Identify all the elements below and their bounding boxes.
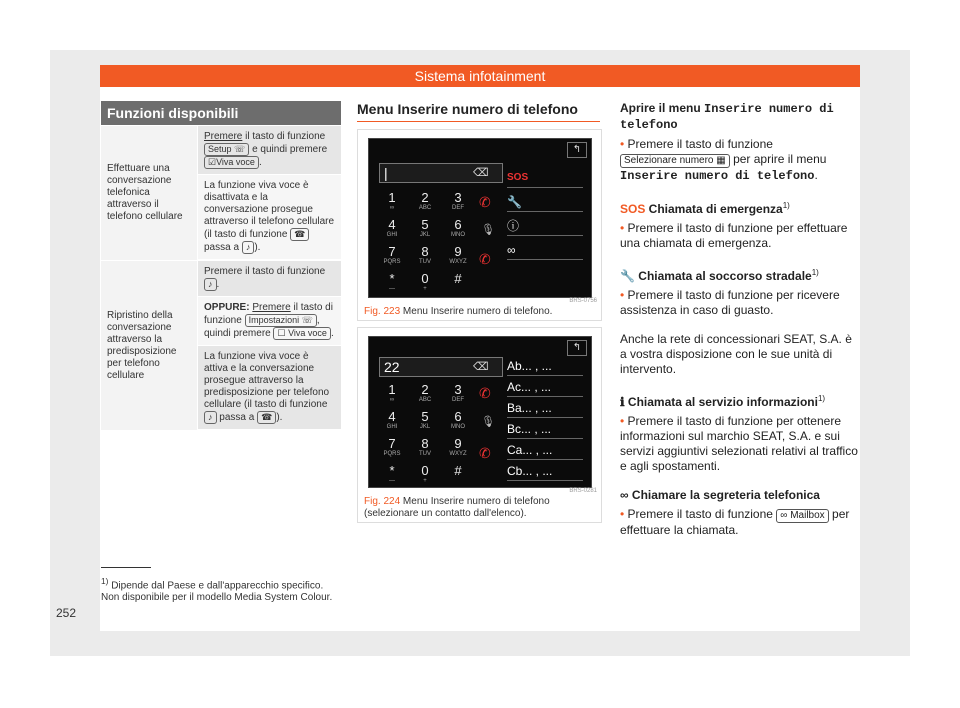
speaker-icon: ♪ bbox=[204, 411, 217, 424]
heading-roadside: 🔧 Chiamata al soccorso stradale$^{1)}$ bbox=[620, 268, 819, 283]
voicemail-icon: ∞ bbox=[507, 243, 516, 257]
mailbox-entry bbox=[507, 241, 583, 260]
handset-icon: ☎ bbox=[290, 228, 309, 241]
keypad-key: 2 ABC bbox=[418, 382, 432, 403]
phone-screen-2 bbox=[368, 336, 592, 488]
group-2-step-1: Premere il tasto di funzione ♪ . bbox=[198, 261, 341, 297]
phone-settings-icon: ☏ bbox=[234, 144, 246, 154]
handset-icon: ☎ bbox=[257, 411, 276, 424]
setup-key: Setup ☏ bbox=[204, 143, 249, 156]
group-1-step: Premere il tasto di funzione Setup ☏ e quindi premere ☑Viva voce . bbox=[198, 126, 341, 175]
group-1-label: Effettuare una conversazione telefonica attraverso il telefono cellulare bbox=[107, 163, 183, 222]
keypad-key: 1 ∞ bbox=[388, 382, 396, 403]
settings-key: Impostazioni ☏ bbox=[245, 314, 317, 327]
step-emergency: • Premere il tasto di funzione per effettuare una chiamata di emergenza. bbox=[620, 221, 848, 250]
delete-icon: ⌫ bbox=[473, 167, 489, 179]
keypad-key: * — bbox=[389, 463, 395, 484]
contact-item: Bc... , ... bbox=[507, 420, 583, 439]
keypad-key: 0 + bbox=[421, 271, 429, 292]
keypad-key: 8 TUV bbox=[419, 244, 431, 265]
call-icon: ✆ bbox=[479, 194, 491, 210]
keypad-key: 4 GHI bbox=[386, 409, 398, 430]
footnote-rule bbox=[101, 567, 151, 568]
contact-item: Ab... , ... bbox=[507, 357, 583, 376]
voicemail-icon: ∞ bbox=[620, 488, 629, 502]
sos-entry: SOS bbox=[507, 169, 583, 188]
step-roadside: • Premere il tasto di funzione per ricevere assistenza in caso di guasto. bbox=[620, 288, 840, 317]
wrench-icon: 🔧 bbox=[507, 195, 522, 209]
keypad-key: 8 TUV bbox=[419, 436, 431, 457]
functions-table bbox=[101, 101, 341, 430]
viva-voce-key: ☐ Viva voce bbox=[273, 327, 330, 340]
page-number: 252 bbox=[56, 606, 77, 620]
keypad-key: 5 JKL bbox=[419, 217, 431, 238]
number-input: 22 bbox=[379, 357, 503, 377]
microphone-icon: 🎙 bbox=[481, 224, 495, 236]
back-icon: ↰ bbox=[567, 340, 587, 356]
keypad-key: # bbox=[454, 463, 462, 478]
voicemail-icon: ∞ bbox=[780, 510, 788, 521]
heading-mailbox: ∞ Chiamare la segreteria telefonica bbox=[620, 488, 820, 502]
group-2-label: Ripristino della conversazione attraverso la predisposizione per telefono cellulare bbox=[107, 309, 177, 381]
keypad-key: 7 PQRS bbox=[383, 244, 401, 265]
mailbox-key: ∞ Mailbox bbox=[776, 509, 828, 523]
right-column bbox=[620, 101, 860, 538]
keypad-key: 4 GHI bbox=[386, 217, 398, 238]
heading-emergency: SOS Chiamata di emergenza$^{1)}$ bbox=[620, 201, 790, 216]
keypad-key: 5 JKL bbox=[419, 409, 431, 430]
keypad-key: 7 PQRS bbox=[383, 436, 401, 457]
info-icon: ⓘ bbox=[507, 219, 520, 233]
microphone-icon: 🎙 bbox=[481, 416, 495, 428]
speaker-icon: ♪ bbox=[204, 278, 217, 291]
intro-heading: Aprire il menu Inserire numero di telefono bbox=[620, 101, 834, 132]
keypad-key: 9 WXYZ bbox=[449, 436, 467, 457]
delete-icon: ⌫ bbox=[473, 361, 489, 373]
contact-item: Ba... , ... bbox=[507, 399, 583, 418]
contact-item: Cb... , ... bbox=[507, 462, 583, 481]
middle-column bbox=[357, 101, 600, 519]
keypad-key: 9 WXYZ bbox=[449, 244, 467, 265]
step-open-menu: • Premere il tasto di funzione Selezionare numero ▦ per aprire il menu Inserire numero di telefono. bbox=[620, 137, 827, 183]
keypad-key: 3 DEF bbox=[452, 190, 464, 211]
keypad-key: 6 MNO bbox=[451, 217, 465, 238]
contact-item: Ac... , ... bbox=[507, 378, 583, 397]
figure-caption: Fig. 224 Menu Inserire numero di telefono (selezionare un contatto dall'elenco). bbox=[364, 496, 550, 519]
table-group-1 bbox=[101, 125, 341, 260]
checkbox-checked-icon: ☑ bbox=[208, 157, 217, 167]
footnote: $^{1)}$ Dipende dal Paese e dall'apparecchio specifico. Non disponibile per il modello Media System Colour. bbox=[101, 576, 333, 604]
contact-item: Ca... , ... bbox=[507, 441, 583, 460]
keypad-icon: ▦ bbox=[716, 155, 726, 166]
checkbox-empty-icon: ☐ bbox=[277, 328, 286, 338]
group-2-result: La funzione viva voce è attiva e la conversazione prosegue attraverso la predisposizione per telefono cellulare (il tasto di funzione ♪ passa a ☎ ). bbox=[198, 346, 341, 430]
roadside-entry bbox=[507, 193, 583, 212]
keypad-key: * — bbox=[389, 271, 395, 292]
keypad-key: 0 + bbox=[421, 463, 429, 484]
number-input: | bbox=[379, 163, 503, 183]
section-title: Menu Inserire numero di telefono bbox=[357, 101, 600, 122]
heading-info: ℹ Chiamata al servizio informazioni$^{1)}$ bbox=[620, 394, 826, 409]
phone-screen-1 bbox=[368, 138, 592, 298]
figure-224 bbox=[357, 327, 602, 523]
hangup-icon: ✆ bbox=[479, 251, 491, 267]
hangup-icon: ✆ bbox=[479, 445, 491, 461]
group-1-result: La funzione viva voce è disattivata e la conversazione prosegue attraverso il telefono cellulare (il tasto di funzione ☎ passa a ♪ ). bbox=[198, 175, 341, 260]
section-header: Sistema infotainment bbox=[100, 65, 860, 87]
step-info: • Premere il tasto di funzione per ottenere informazioni sul marchio SEAT, S.A. e sui servizi aggiuntivi selezionati relativi al traffico e agli spostamenti. bbox=[620, 414, 858, 473]
select-number-key: Selezionare numero ▦ bbox=[620, 154, 730, 168]
keypad-key: # bbox=[454, 271, 462, 286]
speaker-icon: ♪ bbox=[242, 241, 255, 254]
figure-caption: Fig. 223 Menu Inserire numero di telefono. bbox=[364, 306, 553, 317]
call-icon: ✆ bbox=[479, 385, 491, 401]
info-entry bbox=[507, 217, 583, 236]
info-icon: ℹ bbox=[620, 395, 625, 409]
back-icon: ↰ bbox=[567, 142, 587, 158]
figure-223 bbox=[357, 129, 602, 321]
keypad-key: 1 ∞ bbox=[388, 190, 396, 211]
phone-settings-icon: ☏ bbox=[301, 315, 313, 325]
viva-voce-key: ☑Viva voce bbox=[204, 156, 259, 169]
table-group-2 bbox=[101, 260, 341, 430]
keypad-key: 3 DEF bbox=[452, 382, 464, 403]
table-heading: Funzioni disponibili bbox=[101, 101, 341, 125]
group-2-step-2: OPPURE: Premere il tasto di funzione Impostazioni ☏ , quindi premere ☐ Viva voce . bbox=[198, 297, 341, 346]
keypad-key: 6 MNO bbox=[451, 409, 465, 430]
dealer-network-text: Anche la rete di concessionari SEAT, S.A. è a vostra disposizione con le sue unità di intervento. bbox=[620, 332, 852, 376]
keypad-key: 2 ABC bbox=[418, 190, 432, 211]
figure-code: BRS-0756 bbox=[569, 298, 597, 304]
figure-code: BRS-0281 bbox=[569, 488, 597, 494]
wrench-icon: 🔧 bbox=[620, 269, 635, 283]
step-mailbox: • Premere il tasto di funzione ∞ Mailbox per effettuare la chiamata. bbox=[620, 507, 850, 537]
